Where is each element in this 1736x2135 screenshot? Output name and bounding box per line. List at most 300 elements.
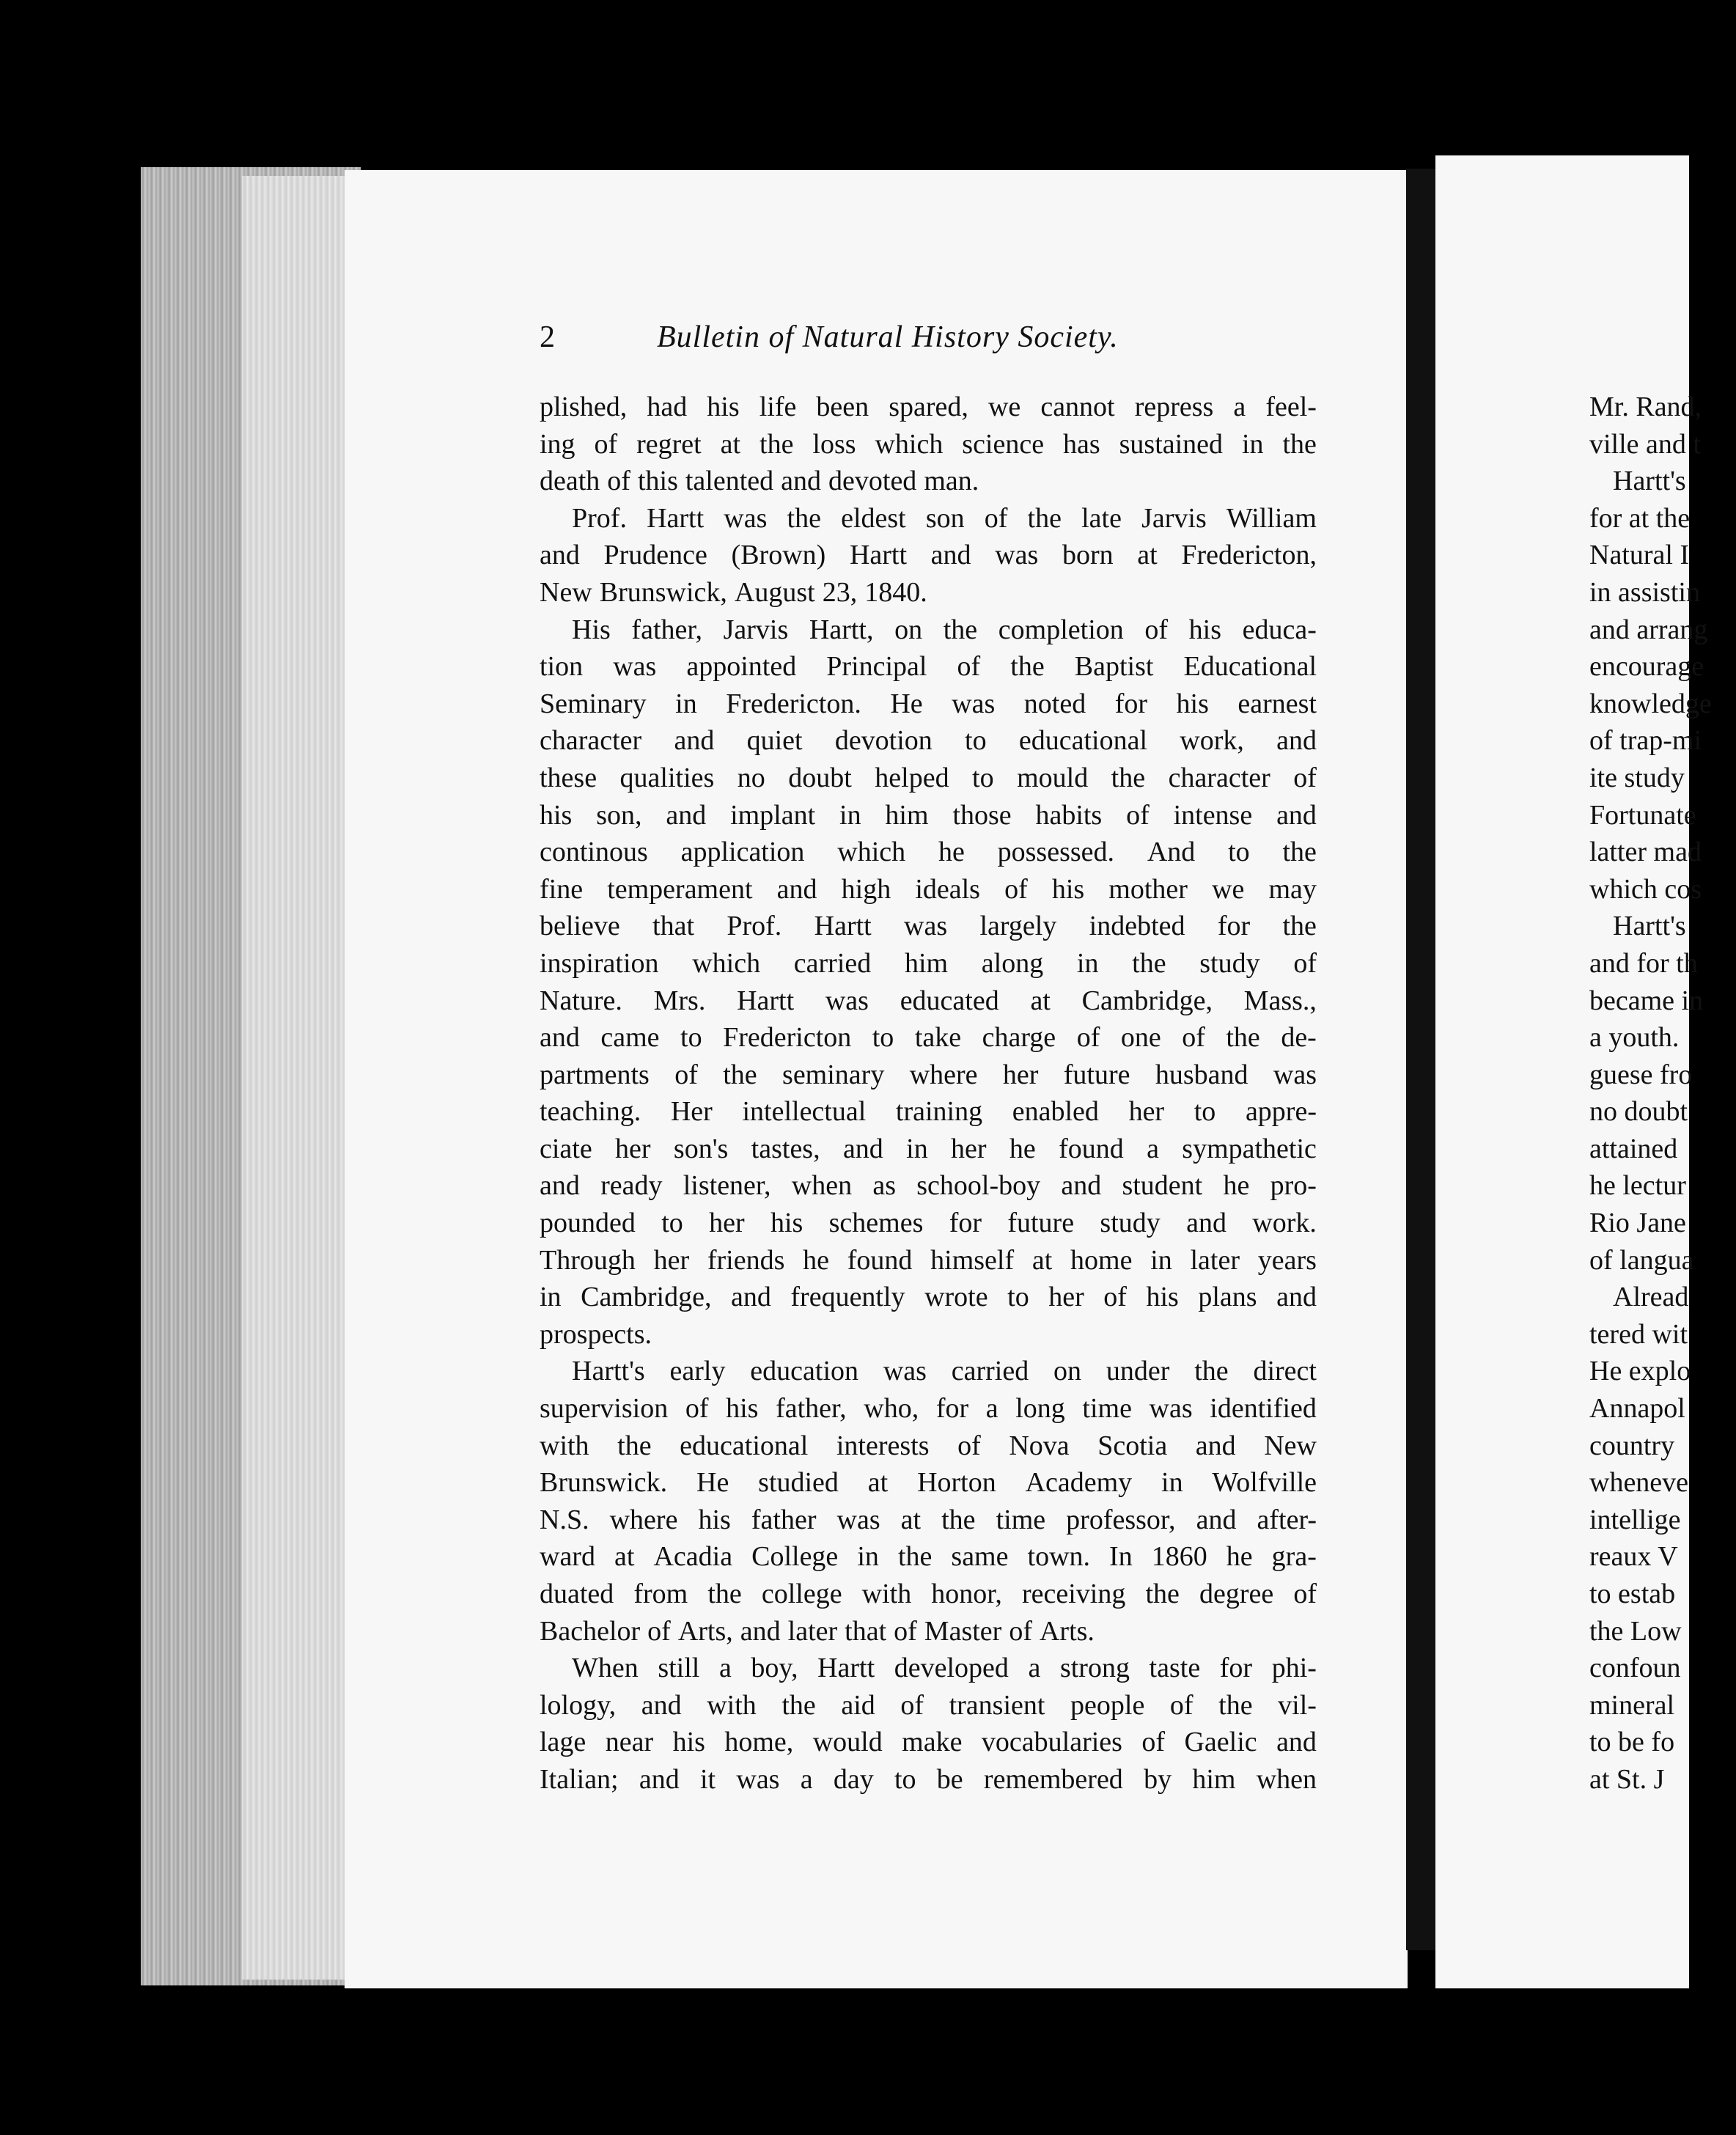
word: be — [936, 1763, 963, 1795]
word: with — [707, 1689, 757, 1721]
word: time — [1082, 1393, 1132, 1425]
word: of — [1293, 1579, 1317, 1609]
text-line-fragment: in assistin — [1589, 576, 1700, 608]
word: His — [572, 614, 611, 645]
word: his — [1176, 688, 1209, 719]
word: born — [1062, 540, 1114, 571]
word: taste — [1149, 1653, 1201, 1684]
word: to — [872, 1022, 894, 1054]
page-number: 2 — [540, 320, 555, 354]
word: a — [718, 1653, 732, 1684]
word: his — [707, 392, 740, 422]
word: to — [894, 1763, 916, 1795]
word: Mrs. — [653, 985, 706, 1016]
word: the — [617, 1430, 652, 1461]
word: Baptist — [1074, 651, 1154, 683]
word: his — [698, 1504, 731, 1535]
word: In — [1109, 1541, 1133, 1573]
word: Cambridge, — [1081, 985, 1213, 1016]
text-line — [540, 574, 1317, 611]
word: intellectual — [742, 1096, 867, 1128]
text-line-fragment: of langua — [1589, 1244, 1694, 1276]
word: him — [904, 947, 949, 979]
word: pounded — [540, 1208, 636, 1239]
word: and — [674, 725, 715, 757]
word: and — [540, 1022, 580, 1054]
word: Principal — [826, 651, 927, 683]
word: at — [720, 428, 741, 460]
word: plans — [1198, 1282, 1257, 1313]
word: from — [633, 1579, 688, 1609]
text-line — [540, 945, 1317, 982]
word: helped — [875, 762, 949, 793]
word: and — [540, 540, 580, 571]
word: identified — [1210, 1393, 1317, 1425]
word: in — [1161, 1467, 1183, 1499]
word: and — [641, 1689, 682, 1721]
word: his — [672, 1727, 705, 1758]
text-line-fragment: became in — [1589, 985, 1704, 1016]
word: early — [669, 1356, 726, 1387]
text-line-fragment: He explo — [1589, 1356, 1691, 1387]
word: of — [1169, 1689, 1194, 1721]
text-line — [540, 1390, 1317, 1427]
word: at — [1031, 1244, 1053, 1276]
word: it — [700, 1763, 716, 1795]
word: completion — [998, 614, 1124, 645]
word: of — [900, 1689, 924, 1721]
word: mother — [1108, 873, 1188, 905]
word: at — [1137, 540, 1158, 571]
word: enabled — [1012, 1096, 1099, 1128]
text-line — [540, 426, 1317, 463]
word: N.S. — [540, 1504, 589, 1535]
word: Bachelor — [540, 1615, 641, 1647]
text-line-fragment: Rio Jane — [1589, 1208, 1686, 1239]
text-line — [540, 1724, 1317, 1761]
word: which — [875, 428, 944, 460]
text-line — [540, 834, 1317, 871]
word: William — [1226, 502, 1317, 534]
word: of — [1004, 873, 1028, 905]
word: boy, — [751, 1653, 798, 1684]
word: at — [867, 1467, 889, 1499]
word: son, — [596, 799, 642, 831]
word: along — [981, 947, 1044, 979]
word: his — [770, 1208, 803, 1239]
word: this — [637, 466, 678, 497]
word: remembered — [983, 1763, 1123, 1795]
text-line-fragment: no doubt — [1589, 1096, 1688, 1128]
word: Hartt — [647, 502, 705, 534]
word: and — [1061, 1170, 1102, 1202]
word: sustained — [1119, 428, 1224, 460]
word: appointed — [686, 651, 797, 683]
word: New — [540, 576, 592, 608]
word: in — [839, 799, 861, 831]
text-line — [540, 1427, 1317, 1465]
word: qualities — [619, 762, 715, 793]
text-line — [540, 982, 1317, 1020]
word: Gaelic — [1184, 1727, 1257, 1758]
word: the — [1226, 1022, 1260, 1054]
word: and — [639, 1763, 680, 1795]
word: of — [1293, 947, 1317, 979]
text-line-fragment: mineral — [1589, 1689, 1675, 1721]
text-line-fragment: tered wit — [1589, 1318, 1688, 1350]
text-line — [540, 1613, 1317, 1650]
word: at — [614, 1541, 635, 1573]
word: believe — [540, 911, 620, 942]
word: home — [1070, 1244, 1133, 1276]
word: of — [1293, 762, 1317, 793]
word: He — [890, 688, 923, 719]
word: and — [1196, 1504, 1237, 1535]
word: prospects. — [540, 1318, 652, 1350]
word: 23, — [822, 576, 858, 608]
word: son — [925, 502, 965, 534]
word: teaching. — [540, 1096, 641, 1128]
word: Hartt's — [572, 1356, 645, 1387]
word: habits — [1035, 799, 1103, 831]
word: degree — [1199, 1579, 1274, 1609]
text-line-fragment: to estab — [1589, 1579, 1676, 1609]
word: Arts. — [1039, 1615, 1095, 1647]
word: and — [666, 799, 707, 831]
word: inspiration — [540, 947, 659, 979]
word: him — [885, 799, 929, 831]
word: devotion — [834, 725, 933, 757]
word: and — [842, 1133, 883, 1164]
text-line — [540, 1761, 1317, 1798]
right-page-body-text — [1589, 389, 1736, 1798]
word: largely — [979, 911, 1057, 942]
word: been — [816, 392, 869, 422]
text-line-fragment: latter mad — [1589, 837, 1702, 868]
word: for — [1114, 688, 1148, 719]
text-line-fragment: guese fro — [1589, 1059, 1693, 1090]
word: was — [995, 540, 1039, 571]
word: ciate — [540, 1133, 592, 1164]
word: Jarvis — [723, 614, 789, 645]
word: vocabularies — [981, 1727, 1122, 1758]
word: ward — [540, 1541, 595, 1573]
word: people — [1070, 1689, 1145, 1721]
word: Fredericton, — [1181, 540, 1317, 571]
word: found — [847, 1244, 913, 1276]
text-line-fragment: intellige — [1589, 1504, 1681, 1535]
word: tastes, — [751, 1133, 820, 1164]
word: Cambridge, — [581, 1282, 712, 1313]
word: for — [935, 1393, 969, 1425]
word: those — [952, 799, 1012, 831]
word: Brunswick. — [540, 1467, 668, 1499]
word: partments — [540, 1059, 650, 1090]
word: was — [952, 688, 996, 719]
word: we — [1212, 873, 1245, 905]
word: of — [674, 1059, 698, 1090]
word: Her — [670, 1096, 713, 1128]
word: phi- — [1271, 1653, 1317, 1684]
word: to — [1194, 1096, 1216, 1128]
word: when — [1256, 1763, 1317, 1795]
word: life — [759, 392, 797, 422]
text-line — [540, 1353, 1317, 1390]
text-line-fragment: country — [1589, 1430, 1675, 1461]
word: tion — [540, 651, 584, 683]
word: Brunswick, — [599, 576, 727, 608]
word: which — [837, 837, 906, 868]
word: who, — [864, 1393, 919, 1425]
word: of — [894, 1615, 917, 1647]
text-line — [540, 686, 1317, 723]
word: was — [904, 911, 948, 942]
text-line — [540, 648, 1317, 686]
word: frequently — [790, 1282, 905, 1313]
text-line — [540, 1242, 1317, 1279]
word: strong — [1059, 1653, 1130, 1684]
word: vil- — [1278, 1689, 1317, 1721]
word: ready — [600, 1170, 663, 1202]
word: and — [776, 873, 817, 905]
word: in — [540, 1282, 562, 1313]
text-line-fragment: Alread — [1613, 1282, 1689, 1313]
word: August — [734, 576, 815, 608]
word: doubt — [788, 762, 852, 793]
word: came — [600, 1022, 660, 1054]
word: 1840. — [864, 576, 927, 608]
word: her — [951, 1133, 987, 1164]
running-title: Bulletin of Natural History Society. — [657, 320, 1119, 354]
word: her — [1002, 1059, 1039, 1090]
word: his — [1188, 614, 1222, 645]
word: these — [540, 762, 597, 793]
word: student — [1122, 1170, 1203, 1202]
word: 1860 — [1151, 1541, 1207, 1573]
word: indebted — [1089, 911, 1185, 942]
word: Nova — [1009, 1430, 1070, 1461]
word: a — [800, 1763, 813, 1795]
word: was — [825, 985, 869, 1016]
word: he — [1223, 1170, 1250, 1202]
word: mould — [1017, 762, 1089, 793]
word: the — [1027, 502, 1062, 534]
word: on — [1053, 1356, 1082, 1387]
word: the — [707, 1579, 742, 1609]
word: Hartt — [737, 985, 795, 1016]
word: time — [996, 1504, 1046, 1535]
text-line-fragment: and arrang — [1589, 614, 1708, 645]
word: Hartt — [849, 540, 908, 571]
text-line-fragment: for at the — [1589, 502, 1691, 534]
word: for — [949, 1208, 982, 1239]
word: and — [781, 466, 822, 497]
word: Scotia — [1097, 1430, 1168, 1461]
word: years — [1257, 1244, 1317, 1276]
word: to — [1228, 837, 1250, 868]
word: of — [1182, 1022, 1205, 1054]
text-line-fragment: to be fo — [1589, 1727, 1675, 1758]
word: her — [1048, 1282, 1084, 1313]
word: friends — [707, 1244, 785, 1276]
word: where — [609, 1504, 678, 1535]
text-line-fragment: confoun — [1589, 1653, 1681, 1684]
text-line — [540, 722, 1317, 760]
word: Master — [924, 1615, 1002, 1647]
word: lage — [540, 1727, 586, 1758]
text-line — [540, 389, 1317, 426]
word: same — [951, 1541, 1009, 1573]
word: a — [1147, 1133, 1159, 1164]
word: application — [680, 837, 805, 868]
word: and — [1276, 799, 1317, 831]
word: repress — [1134, 392, 1214, 422]
word: a — [1028, 1653, 1041, 1684]
word: Acadia — [653, 1541, 733, 1573]
word: of — [1126, 799, 1150, 831]
text-line — [540, 1057, 1317, 1094]
word: school-boy — [916, 1170, 1041, 1202]
word: Wolfville — [1212, 1467, 1317, 1499]
word: of — [1144, 614, 1169, 645]
word: he — [1226, 1541, 1253, 1573]
word: at — [1030, 985, 1051, 1016]
word: his — [540, 799, 573, 831]
word: where — [909, 1059, 978, 1090]
word: of — [1141, 1727, 1166, 1758]
word: has — [1063, 428, 1100, 460]
word: of — [1103, 1282, 1127, 1313]
text-line-fragment: at St. J — [1589, 1763, 1665, 1795]
word: her — [1128, 1096, 1165, 1128]
word: high — [841, 873, 891, 905]
text-line — [540, 611, 1317, 649]
word: man. — [924, 466, 979, 497]
word: at — [900, 1504, 922, 1535]
word: cannot — [1040, 392, 1115, 422]
text-line — [540, 1464, 1317, 1502]
word: When — [572, 1653, 639, 1684]
word: father, — [631, 614, 702, 645]
word: still — [658, 1653, 700, 1684]
word: as — [872, 1170, 896, 1202]
word: he — [803, 1244, 830, 1276]
word: developed — [894, 1653, 1009, 1684]
word: character — [540, 725, 642, 757]
word: the — [1282, 911, 1317, 942]
word: the — [760, 428, 794, 460]
word: the — [787, 502, 821, 534]
text-line — [540, 1687, 1317, 1724]
word: we — [987, 392, 1021, 422]
word: to — [1007, 1282, 1029, 1313]
word: in — [857, 1541, 879, 1573]
text-line — [540, 463, 1317, 500]
word: her — [709, 1208, 745, 1239]
word: interests — [836, 1430, 930, 1461]
text-line — [540, 1167, 1317, 1205]
word: the — [1282, 837, 1317, 868]
word: was — [1273, 1059, 1317, 1090]
left-page-body-text — [540, 389, 1317, 1798]
word: eldest — [841, 502, 906, 534]
word: carried — [793, 947, 872, 979]
word: listener, — [683, 1170, 771, 1202]
word: for — [1219, 1653, 1253, 1684]
word: science — [962, 428, 1045, 460]
text-line — [540, 1576, 1317, 1613]
word: educational — [1018, 725, 1147, 757]
word: the — [941, 1504, 976, 1535]
word: honor, — [931, 1579, 1002, 1609]
word: possessed. — [997, 837, 1115, 868]
word: would — [812, 1727, 883, 1758]
word: work, — [1180, 725, 1244, 757]
word: the — [1145, 1579, 1180, 1609]
text-line-fragment: Hartt's — [1613, 911, 1686, 942]
word: was — [883, 1356, 927, 1387]
word: direct — [1253, 1356, 1317, 1387]
word: to — [661, 1208, 683, 1239]
text-line-fragment: which cos — [1589, 873, 1702, 905]
word: of — [1009, 1615, 1032, 1647]
word: of — [984, 502, 1008, 534]
word: noted — [1023, 688, 1086, 719]
word: the — [1111, 762, 1146, 793]
word: long — [1015, 1393, 1065, 1425]
word: his — [1146, 1282, 1179, 1313]
word: Nature. — [540, 985, 622, 1016]
word: the — [1010, 651, 1045, 683]
word: Hartt — [817, 1653, 875, 1684]
word: seminary — [782, 1059, 885, 1090]
word: Prof. — [727, 911, 782, 942]
word: Hartt — [814, 911, 872, 942]
word: was — [836, 1504, 880, 1535]
word: for — [1217, 911, 1251, 942]
word: her — [615, 1133, 651, 1164]
word: he — [1009, 1133, 1036, 1164]
word: study — [1199, 947, 1260, 979]
word: College — [751, 1541, 839, 1573]
word: gra- — [1271, 1541, 1317, 1573]
text-line-fragment: attained — [1589, 1133, 1678, 1164]
word: supervision — [540, 1393, 669, 1425]
text-line — [540, 1279, 1317, 1316]
word: near — [605, 1727, 654, 1758]
word: later — [787, 1615, 838, 1647]
word: aid — [841, 1689, 875, 1721]
word: spared, — [889, 392, 968, 422]
text-line — [540, 1502, 1317, 1539]
word: which — [692, 947, 761, 979]
word: the — [1132, 947, 1166, 979]
text-line — [540, 537, 1317, 574]
word: of — [647, 1615, 671, 1647]
word: quiet — [746, 725, 803, 757]
word: father — [751, 1504, 817, 1535]
word: his — [1051, 873, 1085, 905]
text-line-fragment: Annapol — [1589, 1393, 1685, 1425]
word: and — [1186, 1208, 1226, 1239]
word: Fredericton. — [726, 688, 861, 719]
word: was — [724, 502, 768, 534]
word: continous — [540, 837, 648, 868]
word: his — [726, 1393, 759, 1425]
word: no — [737, 762, 765, 793]
word: Seminary — [540, 688, 647, 719]
word: one — [1120, 1022, 1161, 1054]
